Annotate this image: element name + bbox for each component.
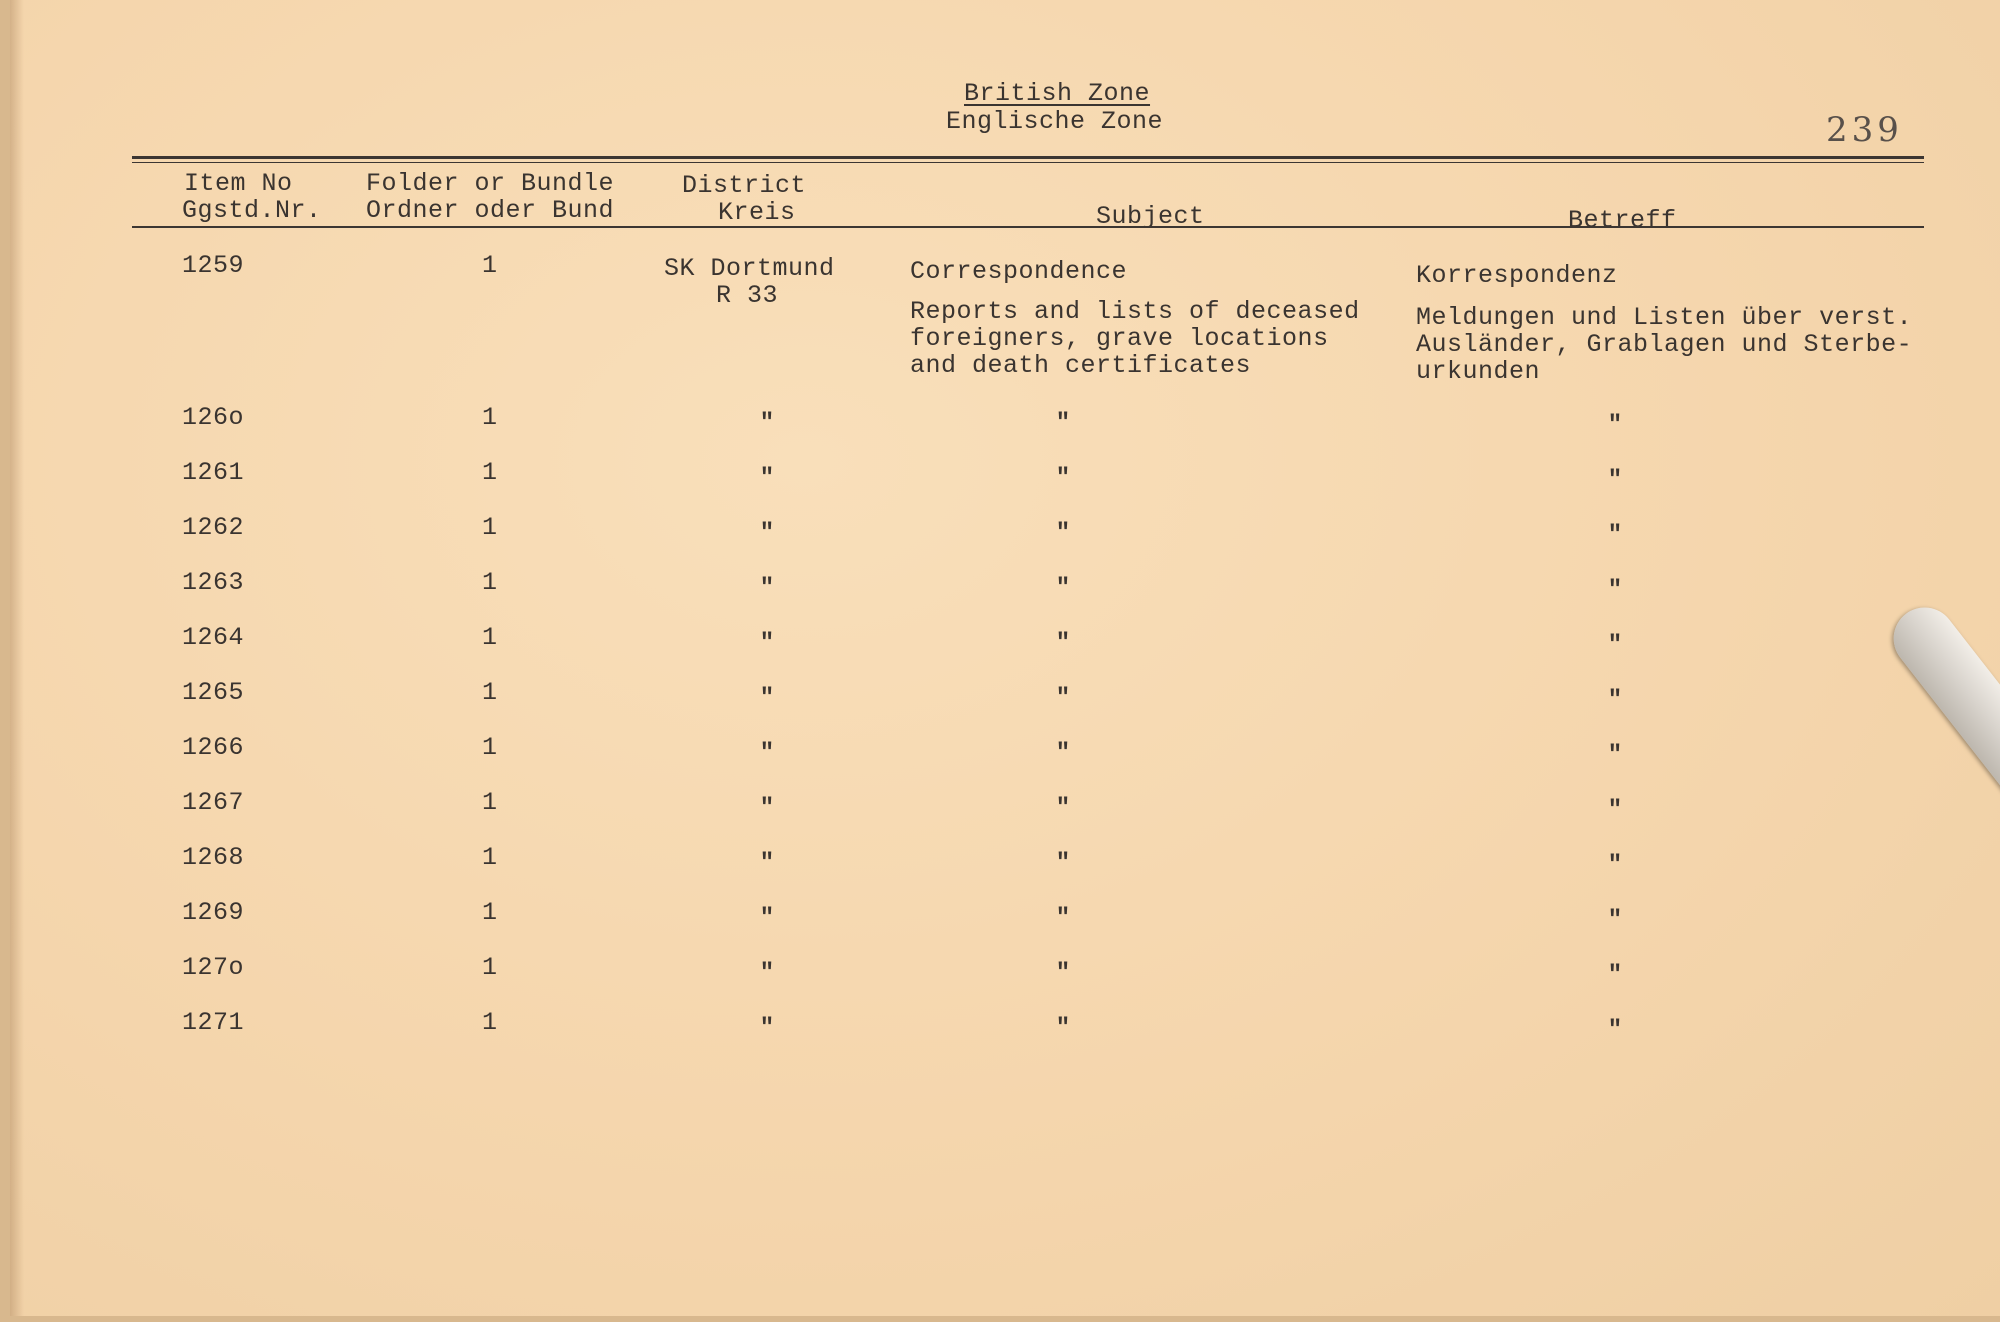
row-folder-count: 1: [482, 788, 498, 817]
row-item-number: 1265: [182, 678, 245, 707]
row-item-number: 1261: [182, 458, 245, 487]
row-subject-ditto: ": [1055, 960, 1071, 987]
zone-title-german: Englische Zone: [946, 107, 1164, 136]
paper-clip: [1881, 595, 2000, 799]
row-1259-betreff-desc: urkunden: [1416, 357, 1541, 386]
row-item-number: 1268: [182, 843, 245, 872]
top-rule-second: [132, 162, 1924, 163]
row-folder-count: 1: [482, 458, 498, 487]
row-item-number: 127o: [182, 953, 245, 982]
row-subject-ditto: ": [1055, 630, 1071, 657]
row-district-ditto: ": [759, 850, 775, 877]
row-1259-subject-title: Correspondence: [910, 257, 1128, 286]
row-subject-ditto: ": [1055, 1015, 1071, 1042]
row-subject-ditto: ": [1055, 520, 1071, 547]
row-district-ditto: ": [759, 630, 775, 657]
row-subject-ditto: ": [1055, 410, 1071, 437]
row-betreff-ditto: ": [1607, 962, 1623, 989]
row-1259-subject-desc: Reports and lists of deceased: [910, 297, 1360, 326]
row-1259-item: 1259: [182, 251, 245, 280]
row-folder-count: 1: [482, 733, 498, 762]
row-district-ditto: ": [759, 740, 775, 767]
row-district-ditto: ": [759, 410, 775, 437]
row-folder-count: 1: [482, 513, 498, 542]
row-folder-count: 1: [482, 678, 498, 707]
row-folder-count: 1: [482, 403, 498, 432]
row-district-ditto: ": [759, 465, 775, 492]
row-1259-betreff-desc: Meldungen und Listen über verst.: [1416, 303, 1913, 332]
row-1259-subject-desc: and death certificates: [910, 351, 1252, 380]
column-header-item-de: Ggstd.Nr.: [182, 196, 322, 225]
row-betreff-ditto: ": [1607, 907, 1623, 934]
row-folder-count: 1: [482, 953, 498, 982]
row-district-ditto: ": [759, 685, 775, 712]
row-1259-betreff-title: Korrespondenz: [1416, 261, 1618, 290]
row-betreff-ditto: ": [1607, 742, 1623, 769]
row-item-number: 1263: [182, 568, 245, 597]
row-item-number: 1267: [182, 788, 245, 817]
column-header-district-en: District: [682, 171, 807, 200]
row-district-ditto: ": [759, 520, 775, 547]
row-district-ditto: ": [759, 795, 775, 822]
column-header-subject: Subject: [1096, 202, 1205, 231]
row-district-ditto: ": [759, 575, 775, 602]
top-rule: [132, 156, 1924, 159]
row-folder-count: 1: [482, 623, 498, 652]
row-betreff-ditto: ": [1607, 412, 1623, 439]
row-item-number: 1262: [182, 513, 245, 542]
zone-title-english: British Zone: [964, 79, 1151, 108]
row-subject-ditto: ": [1055, 795, 1071, 822]
row-subject-ditto: ": [1055, 575, 1071, 602]
column-header-item-en: Item No: [184, 169, 293, 198]
column-header-folder-de: Ordner oder Bund: [366, 196, 615, 225]
row-betreff-ditto: ": [1607, 797, 1623, 824]
row-subject-ditto: ": [1055, 850, 1071, 877]
document-page: [10, 0, 2000, 1316]
row-district-ditto: ": [759, 905, 775, 932]
row-betreff-ditto: ": [1607, 522, 1623, 549]
column-header-betreff: Betreff: [1568, 206, 1677, 235]
row-item-number: 126o: [182, 403, 245, 432]
row-folder-count: 1: [482, 568, 498, 597]
row-folder-count: 1: [482, 1008, 498, 1037]
page-number: 239: [1826, 110, 1903, 150]
row-1259-betreff-desc: Ausländer, Grablagen und Sterbe-: [1416, 330, 1913, 359]
row-subject-ditto: ": [1055, 465, 1071, 492]
row-1259-subject-desc: foreigners, grave locations: [910, 324, 1329, 353]
page-edge-shadow: [10, 0, 24, 1316]
row-district-ditto: ": [759, 960, 775, 987]
row-subject-ditto: ": [1055, 740, 1071, 767]
row-subject-ditto: ": [1055, 685, 1071, 712]
column-header-folder-en: Folder or Bundle: [366, 169, 615, 198]
row-item-number: 1269: [182, 898, 245, 927]
row-item-number: 1271: [182, 1008, 245, 1037]
row-item-number: 1264: [182, 623, 245, 652]
row-1259-district: SK Dortmund: [664, 254, 835, 283]
row-1259-district-code: R 33: [716, 281, 779, 310]
row-betreff-ditto: ": [1607, 852, 1623, 879]
column-header-district-de: Kreis: [718, 198, 796, 227]
row-folder-count: 1: [482, 898, 498, 927]
row-betreff-ditto: ": [1607, 687, 1623, 714]
row-1259-folder: 1: [482, 251, 498, 280]
row-item-number: 1266: [182, 733, 245, 762]
row-district-ditto: ": [759, 1015, 775, 1042]
row-folder-count: 1: [482, 843, 498, 872]
row-betreff-ditto: ": [1607, 577, 1623, 604]
row-betreff-ditto: ": [1607, 467, 1623, 494]
header-bottom-rule: [132, 226, 1924, 228]
row-betreff-ditto: ": [1607, 1017, 1623, 1044]
row-subject-ditto: ": [1055, 905, 1071, 932]
row-betreff-ditto: ": [1607, 632, 1623, 659]
